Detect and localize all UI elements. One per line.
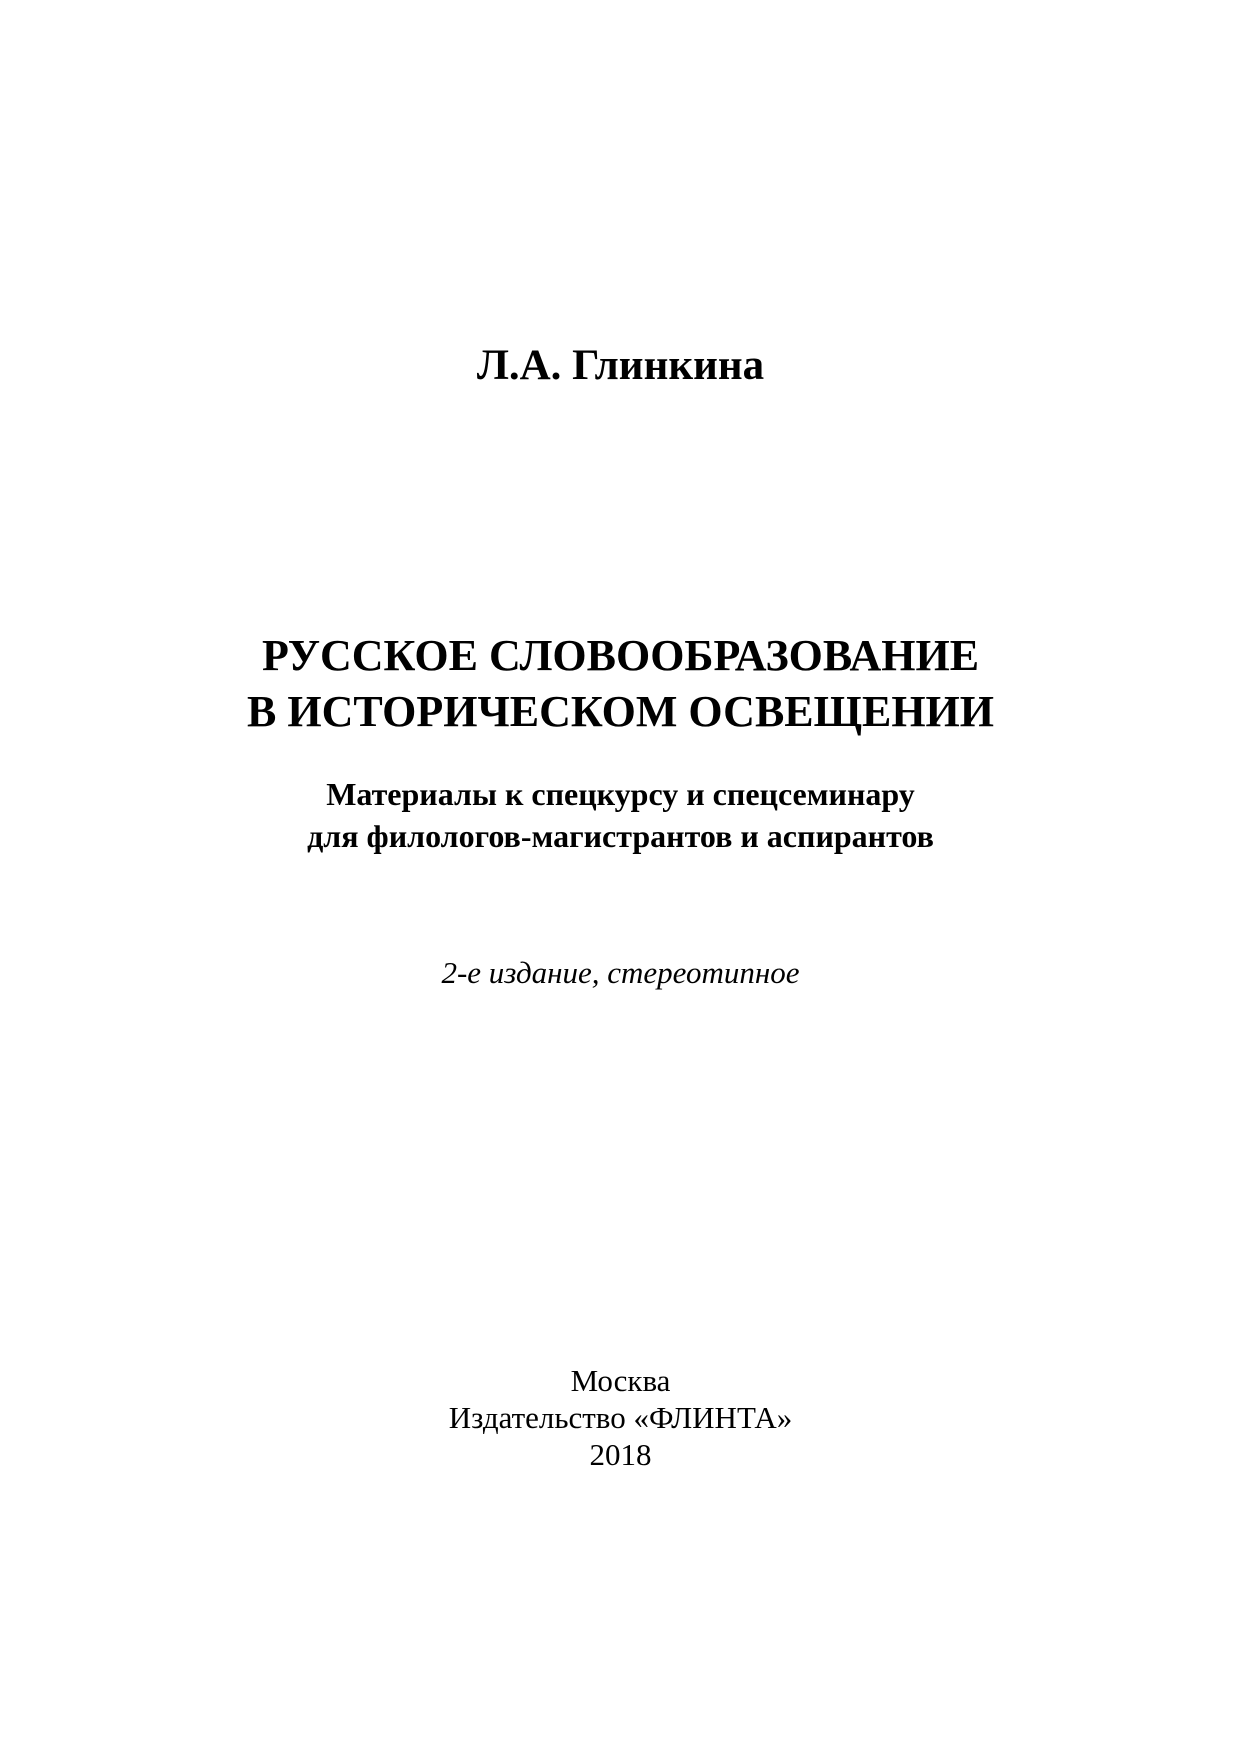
imprint-city: Москва: [570, 1363, 671, 1398]
book-title-line-2: В ИСТОРИЧЕСКОМ ОСВЕЩЕНИИ: [247, 687, 994, 736]
imprint-year: 2018: [589, 1437, 652, 1472]
book-subtitle-line-1: Материалы к спецкурсу и спецсеминару: [326, 776, 915, 812]
book-subtitle: [0, 773, 1241, 857]
author-name: Л.А. Глинкина: [476, 342, 765, 389]
edition-note: 2-е издание, стереотипное: [441, 955, 800, 990]
book-title: [0, 628, 1241, 740]
book-subtitle-line-2: для филологов-магистрантов и аспирантов: [307, 818, 934, 854]
imprint-publisher: Издательство «ФЛИНТА»: [448, 1400, 793, 1435]
book-title-line-1: РУССКОЕ СЛОВООБРАЗОВАНИЕ: [261, 631, 980, 680]
imprint: [0, 1362, 1241, 1473]
